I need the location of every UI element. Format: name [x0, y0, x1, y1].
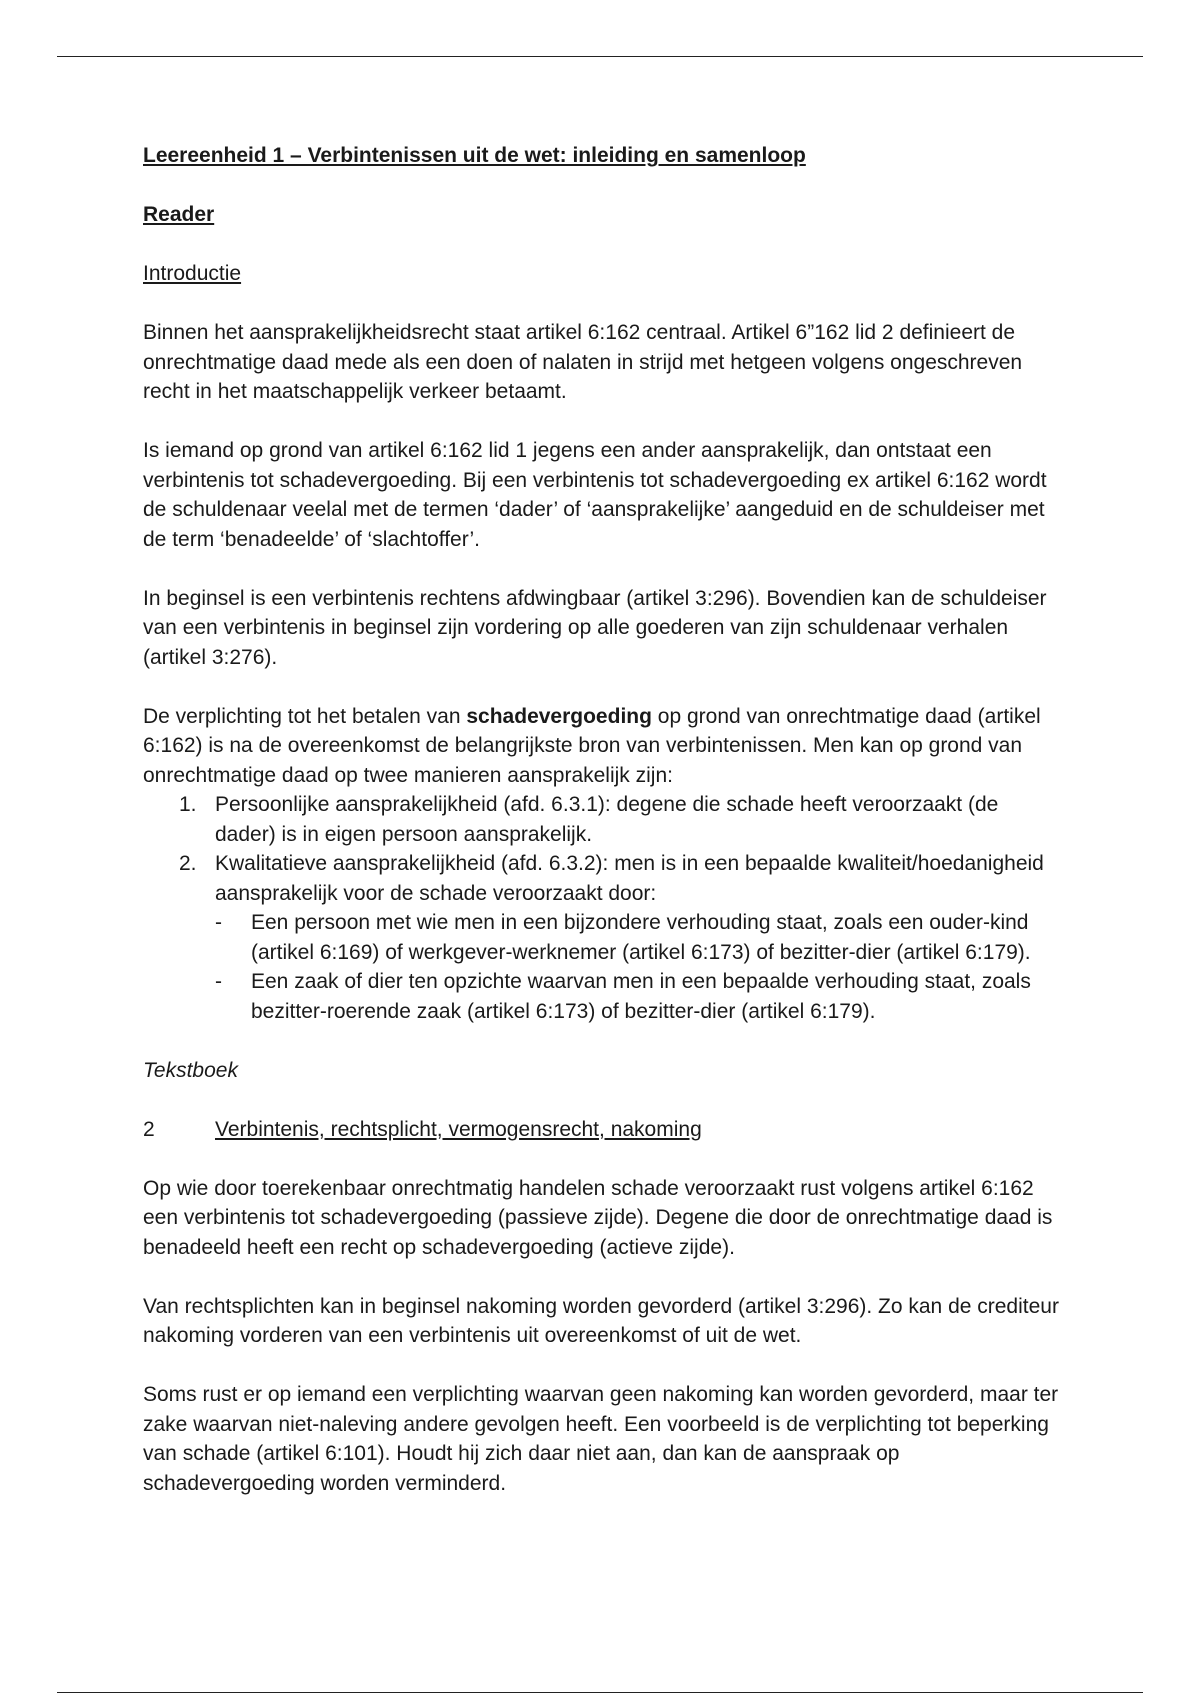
- damages-intro-start: De verplichting tot het betalen van: [143, 704, 467, 728]
- list-number: 2.: [179, 852, 197, 875]
- paragraph-passive-active: Op wie door toerekenbaar onrechtmatig handelen schade veroorzaakt rust volgens artikel 6:162 een verbintenis tot schadevergoeding (passieve zijde). Degene die door de onrechtmatige daad is benadeeld heeft een recht op schadevergoeding (actieve zijde).: [143, 1176, 1053, 1259]
- damages-keyword: schadevergoeding: [466, 704, 652, 728]
- sub-list-item-text: Een persoon met wie men in een bijzondere verhouding staat, zoals een ouder-kind (artikel 6:169) of werkgever-werknemer (artikel 6:173) of bezitter-dier (artikel 6:179).: [251, 911, 1031, 964]
- list-item-text: Persoonlijke aansprakelijkheid (afd. 6.3.1): degene die schade heeft veroorzaakt (de dader) is in eigen persoon aansprakelijk.: [215, 793, 999, 846]
- footer-rule: [57, 1692, 1143, 1693]
- textbook-heading: Tekstboek: [143, 1058, 238, 1082]
- damages-intro-end: op grond van onrechtmatige daad (artikel 6:162) is na de overeenkomst de belangrijkste bron van verbintenissen. Men kan op grond van onrechtmatige daad op twee manieren aansprakelijk zijn:: [143, 704, 1041, 787]
- paragraph-article-6-162: Binnen het aansprakelijkheidsrecht staat artikel 6:162 centraal. Artikel 6”162 lid 2 definieert de onrechtmatige daad mede als een doen of nalaten in strijd met hetgeen volgens ongeschreven recht in het maatschappelijk verkeer betaamt.: [143, 321, 1023, 403]
- paragraph-damages-intro: [143, 702, 1063, 791]
- section-heading: [143, 1115, 1063, 1145]
- dash-bullet: -: [215, 911, 222, 934]
- section-title: Verbintenis, rechtsplicht, vermogensrecht, nakoming: [215, 1117, 702, 1141]
- introduction-heading: Introductie: [143, 262, 242, 285]
- sub-list-item-object: [215, 967, 1063, 1026]
- sub-list-item-text: Een zaak of dier ten opzichte waarvan men in een bepaalde verhouding staat, zoals bezitter-roerende zaak (artikel 6:173) of bezitter-dier (artikel 6:179).: [251, 970, 1031, 1023]
- document-body: [143, 141, 1063, 1528]
- paragraph-liability-obligation: Is iemand op grond van artikel 6:162 lid 1 jegens een ander aansprakelijk, dan ontstaat een verbintenis tot schadevergoeding. Bij een verbintenis tot schadevergoeding ex artikel 6:162 wordt de schuldenaar veelal met de termen ‘dader’ of ‘aansprakelijke’ aangeduid en de schuldeiser met de term ‘benadeelde’ of ‘slachtoffer’.: [143, 439, 1047, 551]
- list-item-personal-liability: [143, 790, 1063, 849]
- section-number: 2: [143, 1117, 155, 1141]
- liability-types-list: [143, 790, 1063, 1026]
- dash-bullet: -: [215, 970, 222, 993]
- paragraph-enforceability: In beginsel is een verbintenis rechtens afdwingbaar (artikel 3:296). Bovendien kan de schuldeiser van een verbintenis in beginsel zijn vordering op alle goederen van zijn schuldenaar verhalen (artikel 3:276).: [143, 586, 1047, 669]
- list-number: 1.: [179, 793, 197, 816]
- sub-list-item-person: [215, 908, 1063, 967]
- reader-heading: Reader: [143, 203, 215, 226]
- header-rule: [57, 56, 1143, 57]
- paragraph-performance: Van rechtsplichten kan in beginsel nakoming worden gevorderd (artikel 3:296). Zo kan de crediteur nakoming vorderen van een verbintenis uit overeenkomst of uit de wet.: [143, 1294, 1059, 1347]
- paragraph-non-enforceable-duty: Soms rust er op iemand een verplichting waarvan geen nakoming kan worden gevorderd, maar ter zake waarvan niet-naleving andere gevolgen heeft. Een voorbeeld is de verplichting tot beperking van schade (artikel 6:101). Houdt hij zich daar niet aan, dan kan de aanspraak op schadevergoeding worden verminderd.: [143, 1383, 1059, 1495]
- list-item-qualitative-liability: [143, 849, 1063, 1026]
- list-item-text: Kwalitatieve aansprakelijkheid (afd. 6.3.2): men is in een bepaalde kwaliteit/hoedanigheid aansprakelijk voor de schade veroorzaakt door:: [215, 852, 1044, 905]
- document-title: Leereenheid 1 – Verbintenissen uit de wet: inleiding en samenloop: [143, 144, 806, 167]
- qualitative-sub-list: [215, 908, 1063, 1026]
